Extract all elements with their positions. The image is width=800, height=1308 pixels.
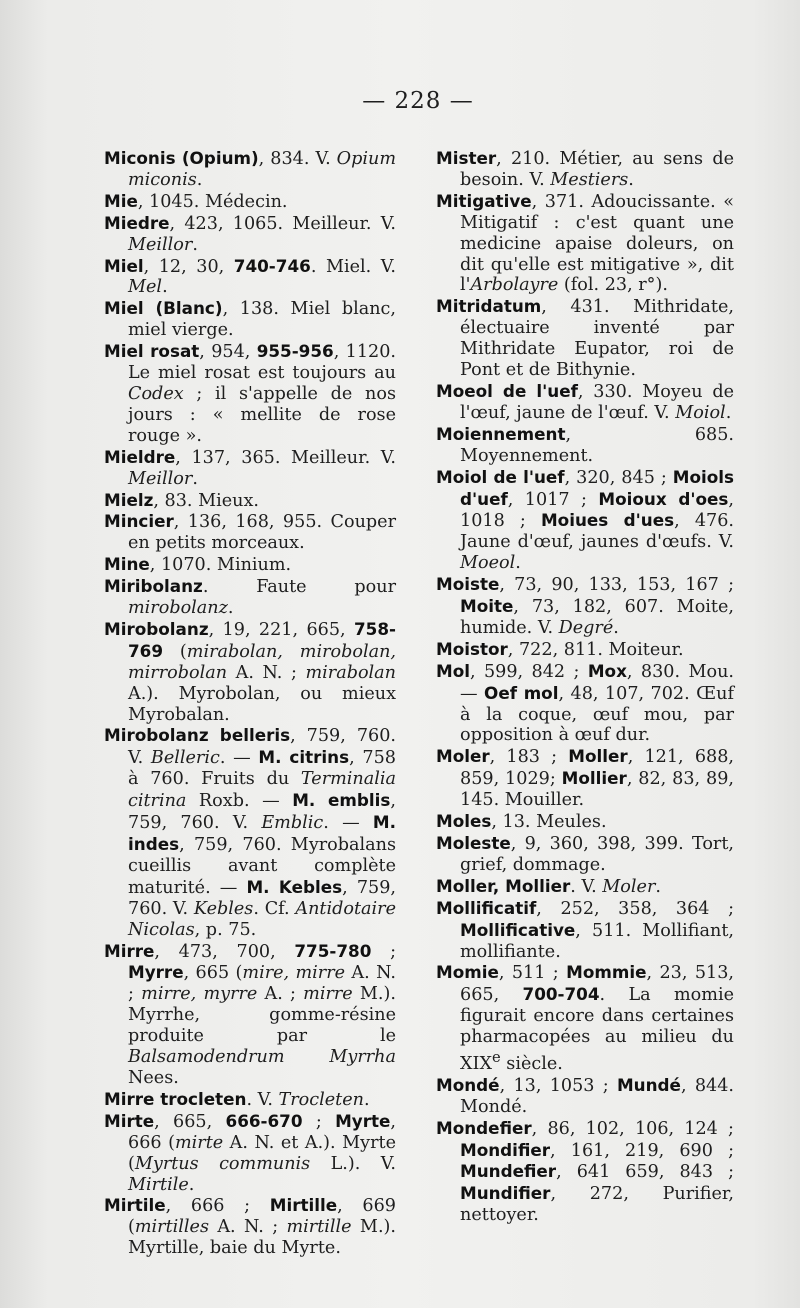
- dictionary-entry: Mirte, 665, 666-670 ; Myrte, 666 (mirte A. N. et A.). Myrte (Myrtus communis L.). V. Mirtile.: [104, 1110, 396, 1195]
- dictionary-entry: Miconis (Opium), 834. V. Opium miconis.: [104, 148, 396, 190]
- dictionary-entry: Miel, 12, 30, 740-746. Miel. V. Mel.: [104, 255, 396, 298]
- dictionary-entry: Mincier, 136, 168, 955. Couper en petits morceaux.: [104, 511, 396, 554]
- dictionary-entry: Mirtile, 666 ; Mirtille, 669 (mirtilles A. N. ; mirtille M.). Myrtille, baie du Myrte.: [104, 1195, 396, 1259]
- dictionary-entry: Mister, 210. Métier, au sens de besoin. V. Mestiers.: [436, 148, 734, 190]
- dictionary-entry: Mondé, 13, 1053 ; Mundé, 844. Mondé.: [436, 1074, 734, 1117]
- dictionary-entry: Miribolanz. Faute pour mirobolanz.: [104, 576, 396, 619]
- dictionary-entry: Mirre trocleten. V. Trocleten.: [104, 1088, 370, 1110]
- dictionary-entry: Miel (Blanc), 138. Miel blanc, miel vierge.: [104, 298, 397, 341]
- dictionary-entry: Moiol de l'uef, 320, 845 ; Moiols d'uef, 1017 ; Moioux d'oes, 1018 ; Moiues d'ues, 476. Jaune d'œuf, jaunes d'œufs. V. Moeol.: [436, 466, 735, 574]
- right-column: [436, 148, 734, 1226]
- left-column: [104, 148, 396, 1259]
- dictionary-entry: Mie, 1045. Médecin.: [104, 190, 288, 212]
- dictionary-entry: Mol, 599, 842 ; Mox, 830. Mou. — Oef mol, 48, 107, 702. Œuf à la coque, œuf mou, par opposition à œuf dur.: [436, 660, 735, 746]
- dictionary-entry: Moiste, 73, 90, 133, 153, 167 ; Moite, 73, 182, 607. Moite, humide. V. Degré.: [436, 574, 734, 638]
- dictionary-entry: Mine, 1070. Minium.: [104, 554, 292, 576]
- dictionary-entry: Mondefier, 86, 102, 106, 124 ; Mondifier, 161, 219, 690 ; Mundefier, 641 659, 843 ; Mundifier, 272, Purifier, nettoyer.: [436, 1117, 734, 1226]
- page-header: [0, 88, 800, 114]
- dictionary-entry: Moleste, 9, 360, 398, 399. Tort, grief, dommage.: [436, 833, 734, 875]
- page-number: — 228 —: [362, 88, 474, 114]
- dictionary-entry: Moistor, 722, 811. Moiteur.: [436, 638, 684, 660]
- dictionary-entry: Mitigative, 371. Adoucissante. « Mitigatif : c'est quant une medicine apaise doleurs, on dit qu'elle est mitigative », dit l'Arbolayre (fol. 23, r°).: [436, 190, 734, 296]
- dictionary-entry: Momie, 511 ; Mommie, 23, 513, 665, 700-704. La momie figurait encore dans certaines pharmacopées au milieu du XIXe siècle.: [436, 962, 734, 1074]
- dictionary-entry: Moller, Mollier. V. Moler.: [436, 875, 661, 897]
- dictionary-entry: Mieldre, 137, 365. Meilleur. V. Meillor.: [104, 446, 396, 489]
- dictionary-entry: Mirobolanz, 19, 221, 665, 758-769 (mirabolan, mirobolan, mirrobolan A. N. ; mirabolan A.). Myrobolan, ou mieux Myrobalan.: [104, 618, 396, 725]
- dictionary-entry: Moiennement, 685. Moyennement.: [436, 423, 734, 466]
- dictionary-entry: Mirobolanz belleris, 759, 760. V. Belleric. — M. citrins, 758 à 760. Fruits du Terminalia citrina Roxb. — M. emblis, 759, 760. V. Emblic. — M. indes, 759, 760. Myrobalans cueillis avant complète maturité. — M. Kebles, 759, 760. V. Kebles. Cf. Antidotaire Nicolas, p. 75.: [104, 725, 397, 940]
- dictionary-entry: Mirre, 473, 700, 775-780 ; Myrre, 665 (mire, mirre A. N. ; mirre, myrre A. ; mirre M.). Myrrhe, gomme-résine produite par le Balsamodendrum Myrrha Nees.: [104, 940, 396, 1088]
- dictionary-entry: Miel rosat, 954, 955-956, 1120. Le miel rosat est toujours au Codex ; il s'appelle de nos jours : « mellite de rose rouge ».: [104, 341, 396, 446]
- dictionary-entry: Moler, 183 ; Moller, 121, 688, 859, 1029; Mollier, 82, 83, 89, 145. Mouiller.: [436, 746, 735, 811]
- dictionary-entry: Moles, 13. Meules.: [436, 811, 607, 833]
- dictionary-entry: Mitridatum, 431. Mithridate, électuaire inventé par Mithridate Eupator, roi de Pont et de Bithynie.: [436, 296, 734, 381]
- dictionary-entry: Moeol de l'uef, 330. Moyeu de l'œuf, jaune de l'œuf. V. Moiol.: [436, 380, 734, 423]
- dictionary-entry: Miedre, 423, 1065. Meilleur. V. Meillor.: [104, 212, 396, 255]
- dictionary-entry: Mollificatif, 252, 358, 364 ; Mollificative, 511. Mollifiant, mollifiante.: [436, 897, 734, 962]
- dictionary-entry: Mielz, 83. Mieux.: [104, 489, 260, 511]
